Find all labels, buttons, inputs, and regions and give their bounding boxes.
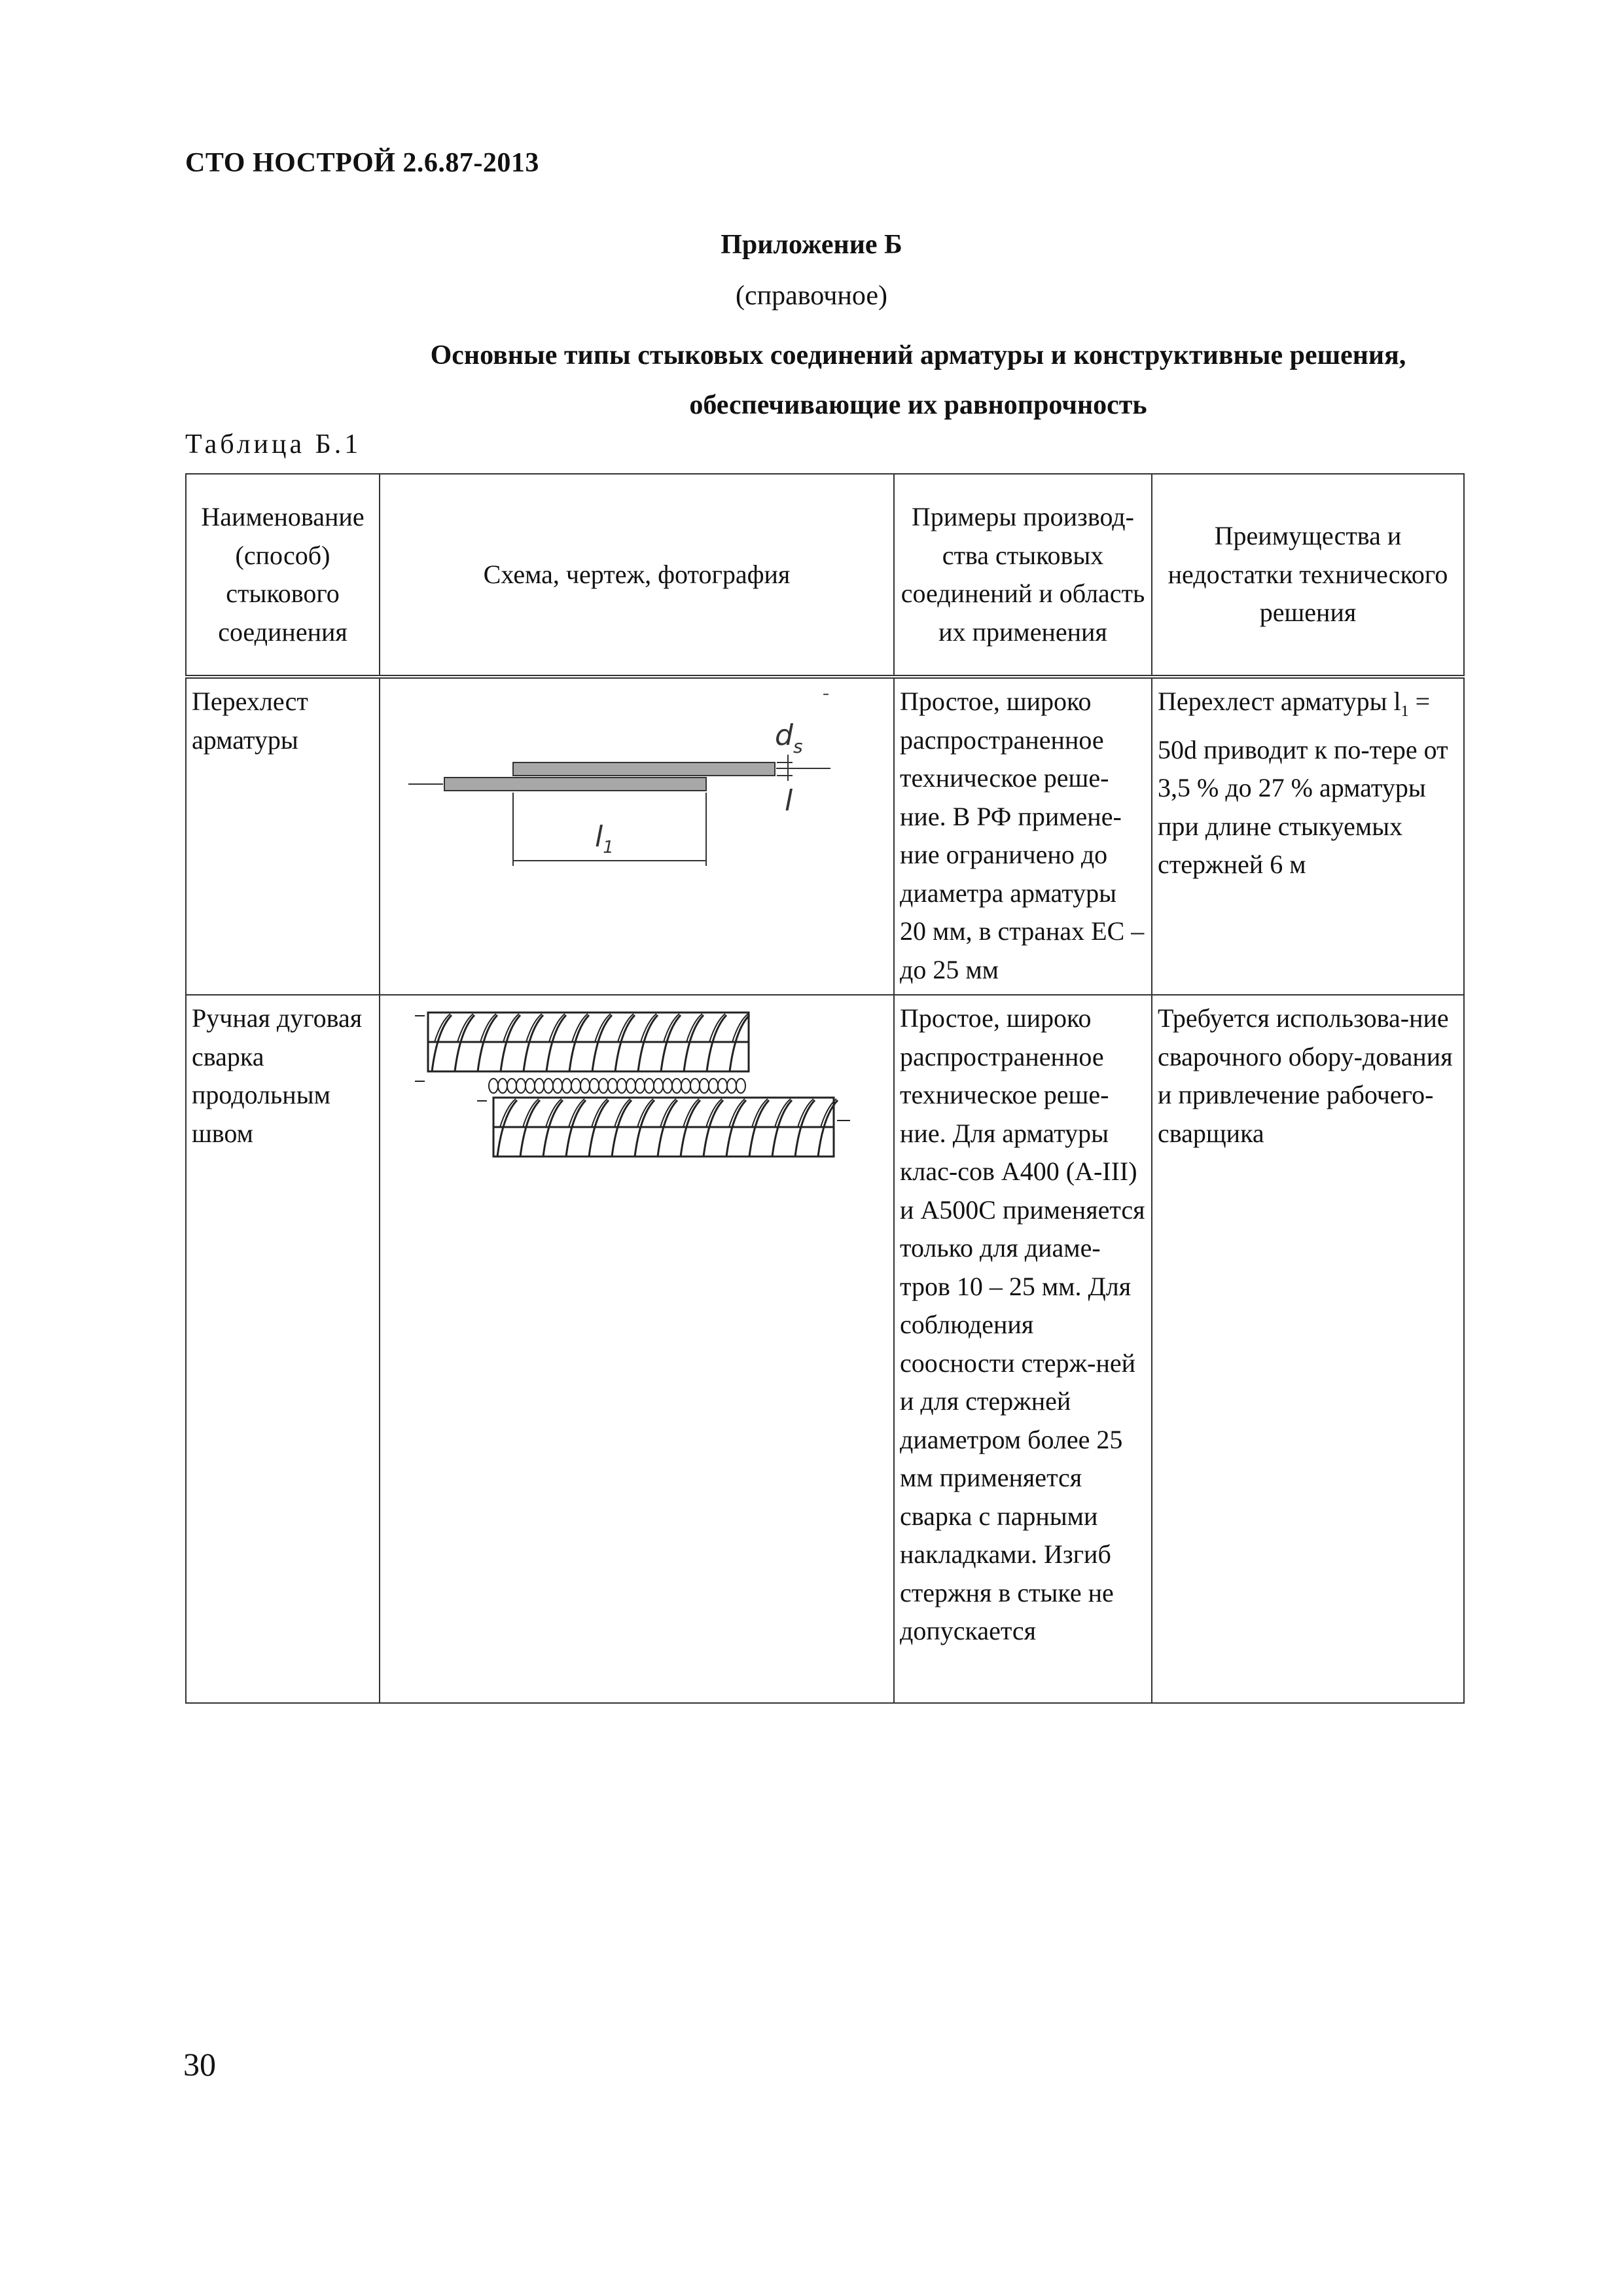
weld-joint-drawing (385, 999, 889, 1209)
main-title (185, 331, 1623, 430)
row-pros-cons: Требуется использова-ние сварочного обору-дования и привлечение рабочего-сварщика (1152, 995, 1464, 1703)
lower-bar (444, 778, 706, 791)
weld-bead (700, 1079, 709, 1093)
main-title-line-2: обеспечивающие их равнопрочность (689, 390, 1147, 420)
page-number: 30 (183, 2046, 216, 2083)
row-pros-cons (1152, 677, 1464, 995)
weld-bead (562, 1079, 571, 1093)
tick-mark: - (823, 683, 829, 704)
weld-bead (681, 1079, 690, 1093)
header-name: Наименование (способ) стыкового соединения (186, 474, 380, 677)
weld-bead (654, 1079, 663, 1093)
weld-bead (736, 1079, 745, 1093)
row-name: Ручная дуговая сварка продольным швом (186, 995, 380, 1703)
weld-bead (498, 1079, 507, 1093)
joint-types-table (185, 473, 1465, 1704)
weld-bead (718, 1079, 727, 1093)
pros-cons-prefix: Перехлест арматуры l (1158, 687, 1401, 716)
weld-bead (617, 1079, 626, 1093)
appendix-title: Приложение Б (721, 230, 902, 260)
row-name: Перехлест арматуры (186, 677, 380, 995)
table-label: Таблица Б.1 (185, 429, 362, 459)
l1-label: $l_1$ (595, 820, 614, 857)
weld-bead (507, 1079, 516, 1093)
weld-bead (727, 1079, 736, 1093)
l-label: l (785, 784, 793, 817)
table-row (186, 995, 1464, 1703)
appendix-subtitle: (справочное) (736, 281, 887, 311)
header-drawing: Схема, чертеж, фотография (380, 474, 894, 677)
lap-joint-drawing (385, 683, 889, 879)
row-examples: Простое, широко распространенное техническое реше-ние. Для арматуры клас-сов А400 (А-III) и А500С применяется только для диаме-тров 10 – 25 мм. Для соблюдения соосности стерж-ней и для стержней диаметром более 25 мм применяется сварка с парными накладками. Изгиб стержня в стыке не допускается (894, 995, 1152, 1703)
header-examples: Примеры производ-ства стыковых соединений и область их применения (894, 474, 1152, 677)
weld-bead (553, 1079, 562, 1093)
weld-bead (663, 1079, 672, 1093)
weld-bead (526, 1079, 535, 1093)
weld-joint-drawing-cell (380, 995, 894, 1703)
weld-bead (489, 1079, 498, 1093)
table-header-row (186, 474, 1464, 677)
weld-bead (535, 1079, 544, 1093)
ds-label: $d_s$ (775, 719, 803, 757)
weld-bead (516, 1079, 526, 1093)
header-pros-cons: Преимущества и недостатки технического решения (1152, 474, 1464, 677)
weld-bead (608, 1079, 617, 1093)
lap-joint-drawing-cell (380, 677, 894, 995)
weld-bead (571, 1079, 580, 1093)
weld-bead (626, 1079, 635, 1093)
pros-cons-rest: = 50d приводит к по-тере от 3,5 % до 27 % арматуры при длине стыкуемых стержней 6 м (1158, 687, 1448, 879)
weld-bead (645, 1079, 654, 1093)
weld-bead (544, 1079, 553, 1093)
table-row (186, 677, 1464, 995)
pros-cons-subscript: 1 (1400, 703, 1409, 720)
main-title-line-1: Основные типы стыковых соединений арматуры и конструктивные решения, (430, 340, 1406, 370)
weld-bead (590, 1079, 599, 1093)
weld-bead (599, 1079, 608, 1093)
weld-bead (672, 1079, 681, 1093)
row-examples: Простое, широко распространенное техническое реше-ние. В РФ примене-ние ограничено до диаметра арматуры 20 мм, в странах ЕС – до 25 мм (894, 677, 1152, 995)
document-code: СТО НОСТРОЙ 2.6.87-2013 (185, 148, 539, 178)
weld-bead (580, 1079, 590, 1093)
weld-bead (709, 1079, 718, 1093)
weld-bead (635, 1079, 645, 1093)
upper-bar (513, 762, 775, 776)
weld-bead (690, 1079, 700, 1093)
